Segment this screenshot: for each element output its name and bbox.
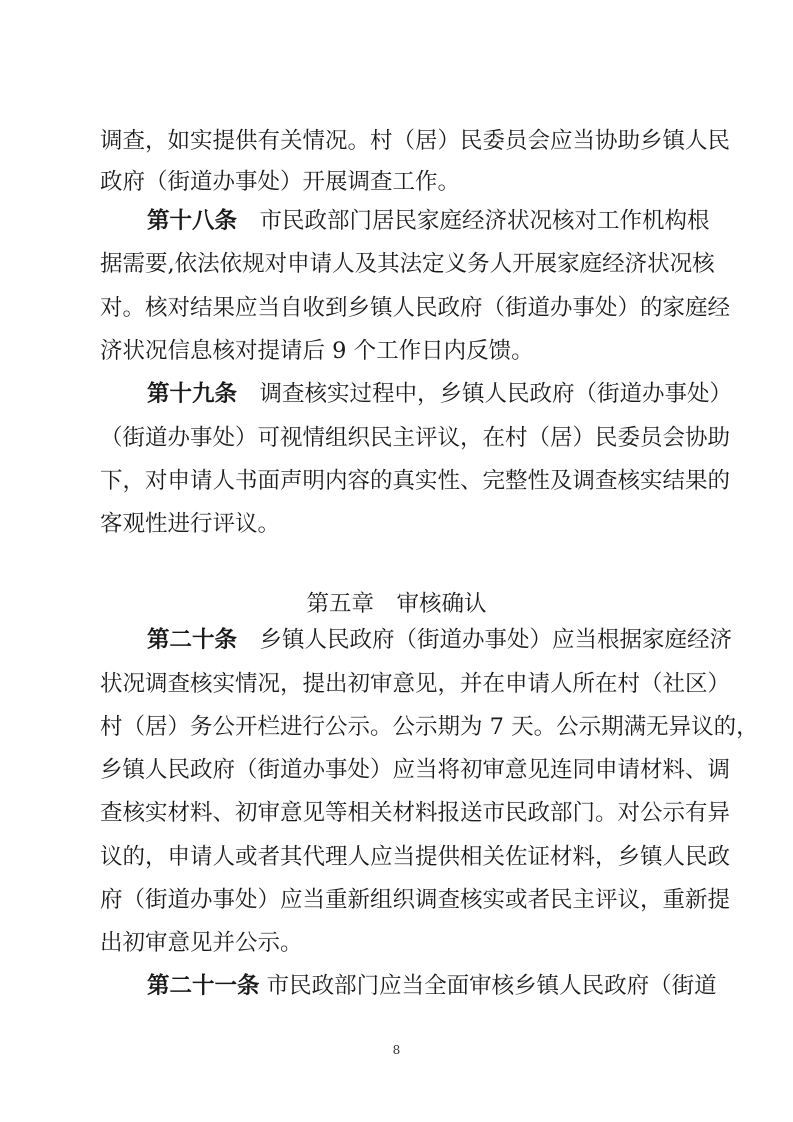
text-line: 村（居）务公开栏进行公示。公示期为 7 天。公示期满无异议的， [100,714,759,740]
text-line: 出初审意见并公示。 [100,930,303,956]
page-number: 8 [392,1043,401,1057]
article-18-first-line: 第十八条 市民政部门居民家庭经济状况核对工作机构根 [147,208,710,234]
text-line: 状况调查核实情况，提出初审意见，并在申请人所在村（社区） [100,671,731,697]
article-20-title: 第二十条 [147,627,238,653]
text-line: 乡镇人民政府（街道办事处）应当将初审意见连同申请材料、调 [100,757,731,783]
text-line: 客观性进行评议。 [100,511,281,537]
text-line: 政府（街道办事处）开展调查工作。 [100,169,461,195]
article-19-first-line: 第十九条 调查核实过程中，乡镇人民政府（街道办事处） [147,381,733,407]
article-21-title: 第二十一条 [147,973,260,999]
text-line: 调查，如实提供有关情况。村（居）民委员会应当协助乡镇人民 [100,128,731,154]
text-line: 据需要,依法依规对申请人及其法定义务人开展家庭经济状况核 [100,251,715,277]
chapter-heading: 第五章 审核确认 [306,591,487,617]
article-19-title: 第十九条 [147,381,238,407]
text-line: 查核实材料、初审意见等相关材料报送市民政部门。对公示有异 [100,800,731,826]
text-line: 府（街道办事处）应当重新组织调查核实或者民主评议，重新提 [100,887,731,913]
text-line: 议的，申请人或者其代理人应当提供相关佐证材料，乡镇人民政 [100,844,731,870]
text-line: （街道办事处）可视情组织民主评议，在村（居）民委员会协助 [100,425,731,451]
text-line: 济状况信息核对提请后 9 个工作日内反馈。 [100,338,534,364]
text-line: 下，对申请人书面声明内容的真实性、完整性及调查核实结果的 [100,468,731,494]
text-line: 对。核对结果应当自收到乡镇人民政府（街道办事处）的家庭经 [100,295,731,321]
article-20-first-line: 第二十条 乡镇人民政府（街道办事处）应当根据家庭经济 [147,627,733,653]
article-21-first-line: 第二十一条 市民政部门应当全面审核乡镇人民政府（街道 [147,973,717,999]
article-18-title: 第十八条 [147,208,238,234]
